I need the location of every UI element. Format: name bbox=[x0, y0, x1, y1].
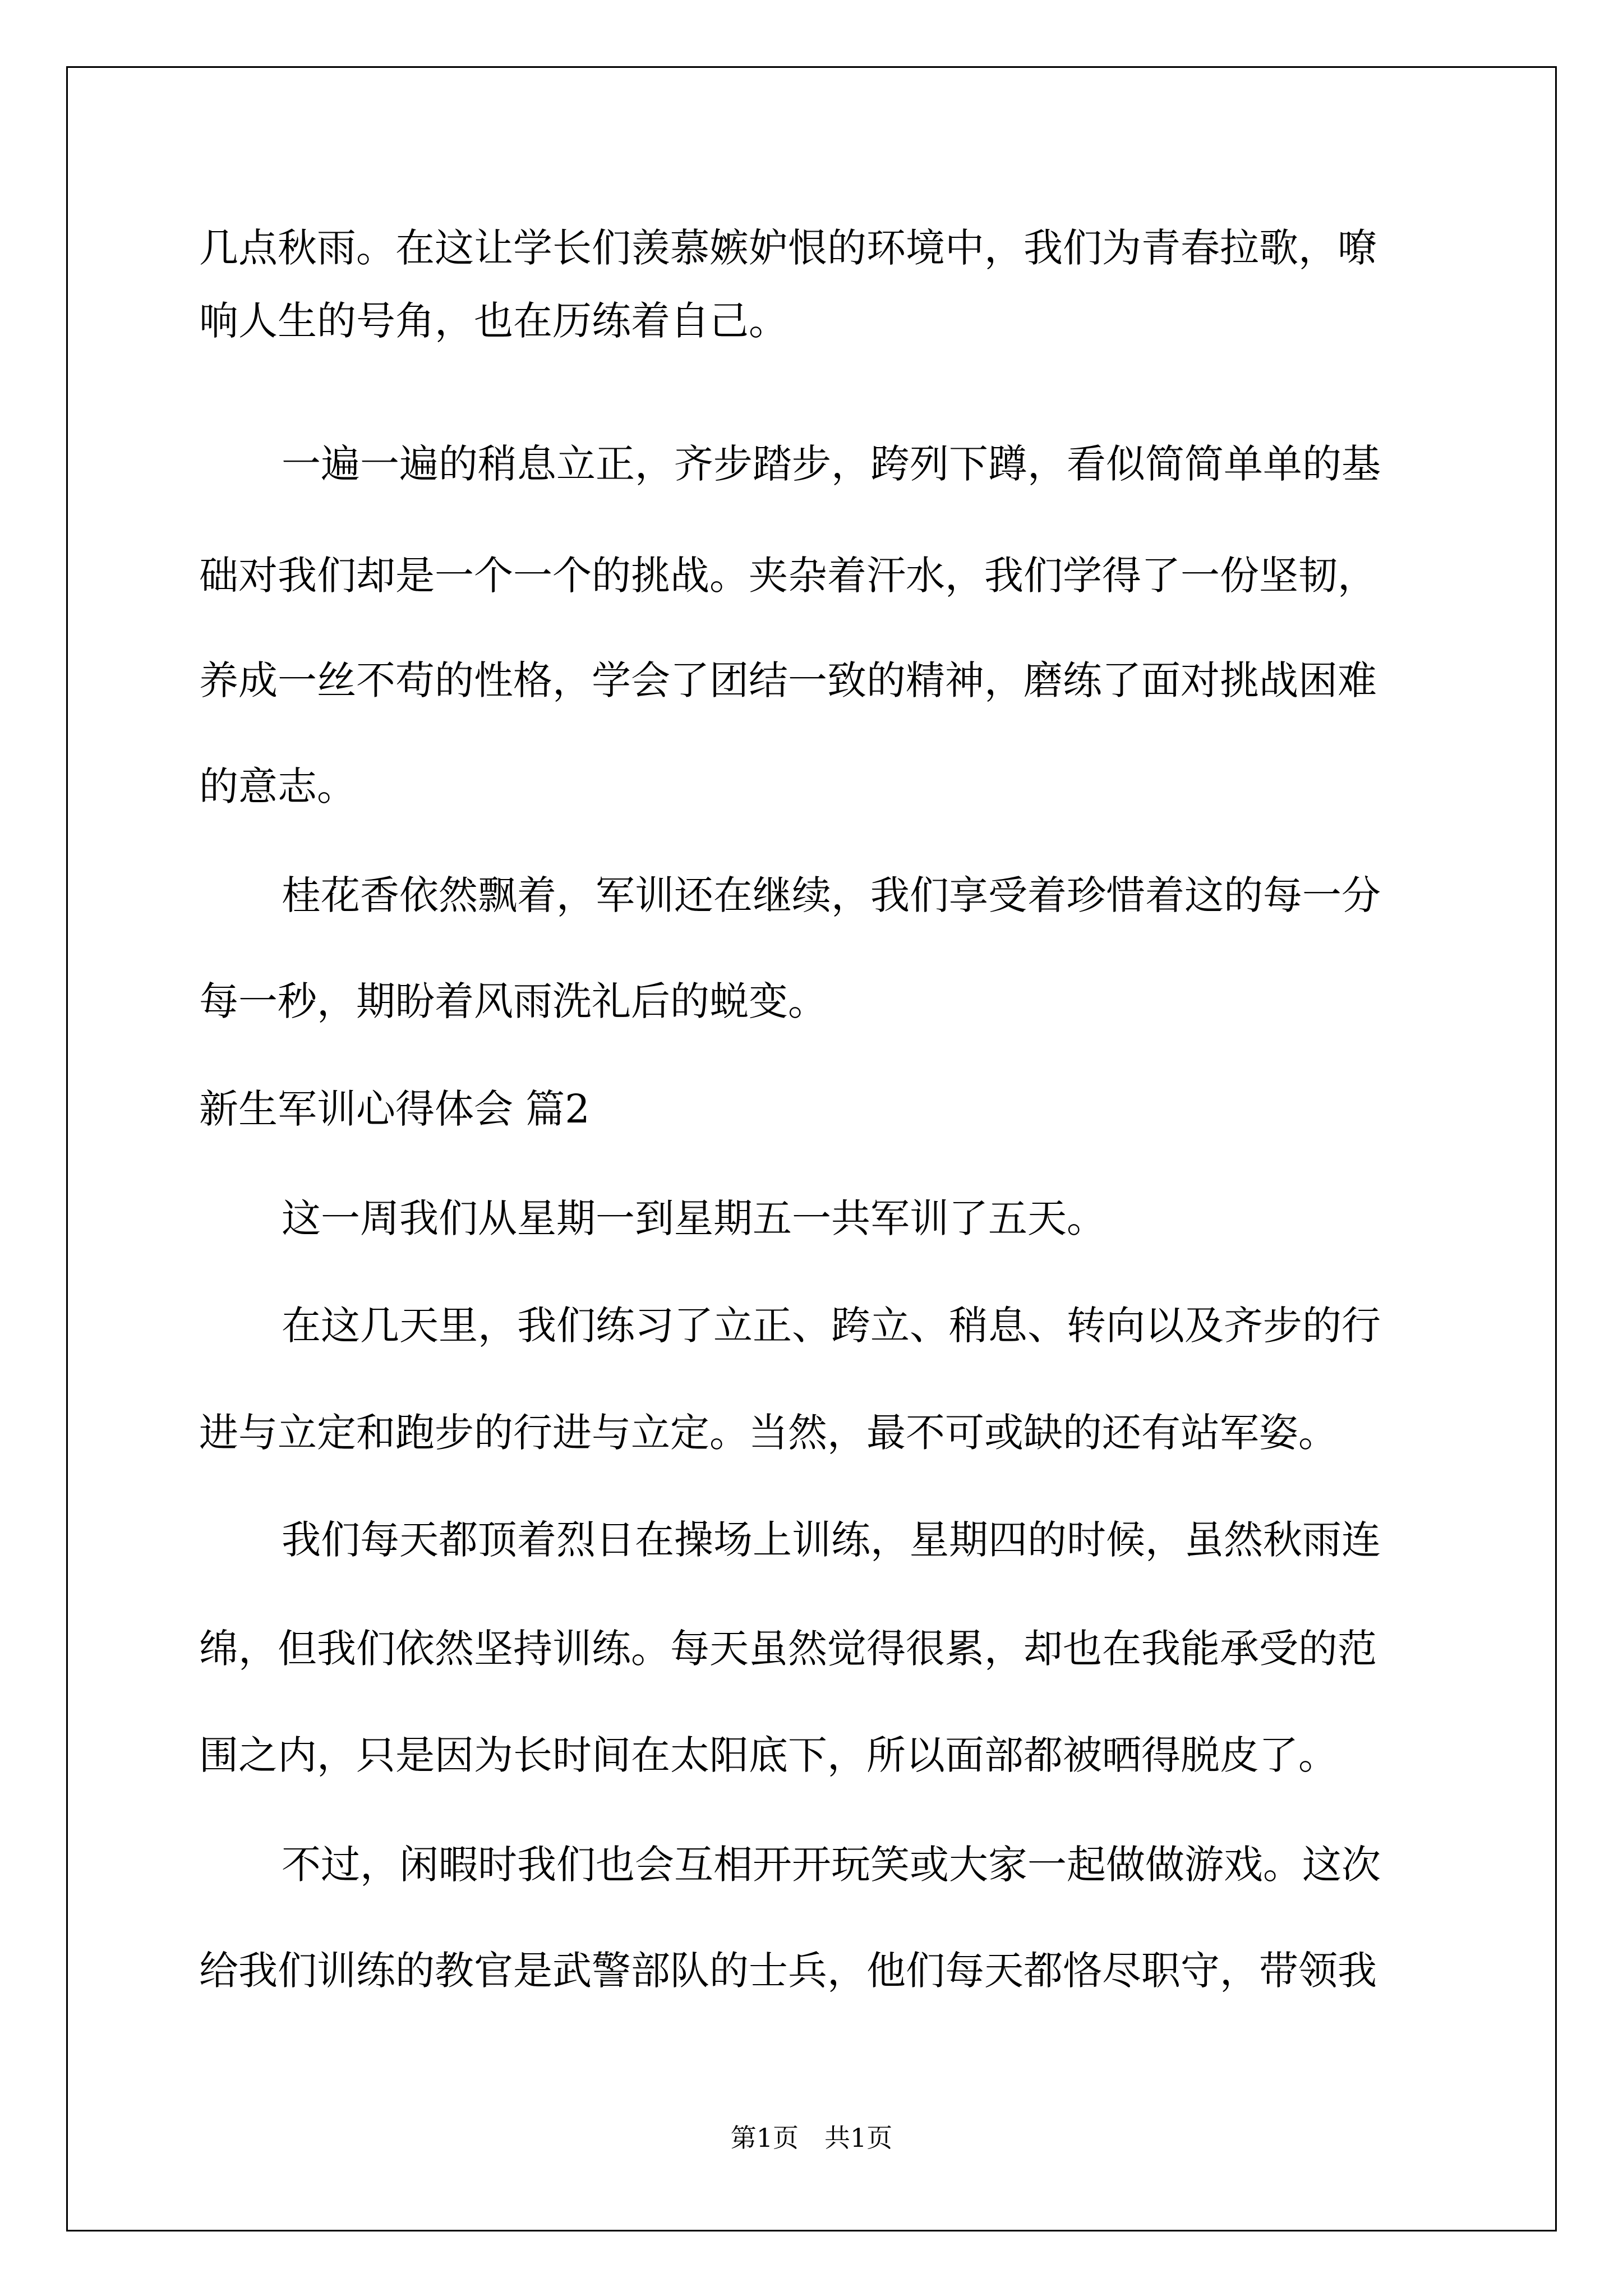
text-line: 础对我们却是一个一个的挑战。夹杂着汗水，我们学得了一份坚韧， bbox=[199, 553, 1377, 599]
text-line: 养成一丝不苟的性格，学会了团结一致的精神，磨练了面对挑战困难 bbox=[199, 657, 1377, 703]
text-line: 的意志。 bbox=[199, 763, 356, 809]
page-border bbox=[66, 66, 1557, 2231]
page-number-footer: 第1页 共1页 bbox=[730, 2123, 893, 2153]
text-line: 我们每天都顶着烈日在操场上训练，星期四的时候，虽然秋雨连 bbox=[282, 1517, 1381, 1563]
text-line: 不过，闲暇时我们也会互相开开玩笑或大家一起做做游戏。这次 bbox=[282, 1842, 1381, 1888]
section-heading: 新生军训心得体会 篇2 bbox=[199, 1086, 590, 1132]
text-line: 给我们训练的教官是武警部队的士兵，他们每天都恪尽职守，带领我 bbox=[199, 1948, 1377, 1994]
text-line: 绵，但我们依然坚持训练。每天虽然觉得很累，却也在我能承受的范 bbox=[199, 1626, 1377, 1672]
text-line: 响人生的号角，也在历练着自己。 bbox=[199, 298, 788, 344]
text-line: 这一周我们从星期一到星期五一共军训了五天。 bbox=[282, 1195, 1106, 1241]
text-line: 在这几天里，我们练习了立正、跨立、稍息、转向以及齐步的行 bbox=[282, 1303, 1381, 1349]
text-line: 围之内，只是因为长时间在太阳底下，所以面部都被晒得脱皮了。 bbox=[199, 1732, 1338, 1778]
text-line: 进与立定和跑步的行进与立定。当然，最不可或缺的还有站军姿。 bbox=[199, 1410, 1338, 1456]
text-line: 每一秒，期盼着风雨洗礼后的蜕变。 bbox=[199, 978, 827, 1024]
text-line: 几点秋雨。在这让学长们羡慕嫉妒恨的环境中，我们为青春拉歌，嘹 bbox=[199, 225, 1377, 271]
text-line: 一遍一遍的稍息立正，齐步踏步，跨列下蹲，看似简简单单的基 bbox=[282, 441, 1381, 487]
text-line: 桂花香依然飘着，军训还在继续，我们享受着珍惜着这的每一分 bbox=[282, 872, 1381, 918]
